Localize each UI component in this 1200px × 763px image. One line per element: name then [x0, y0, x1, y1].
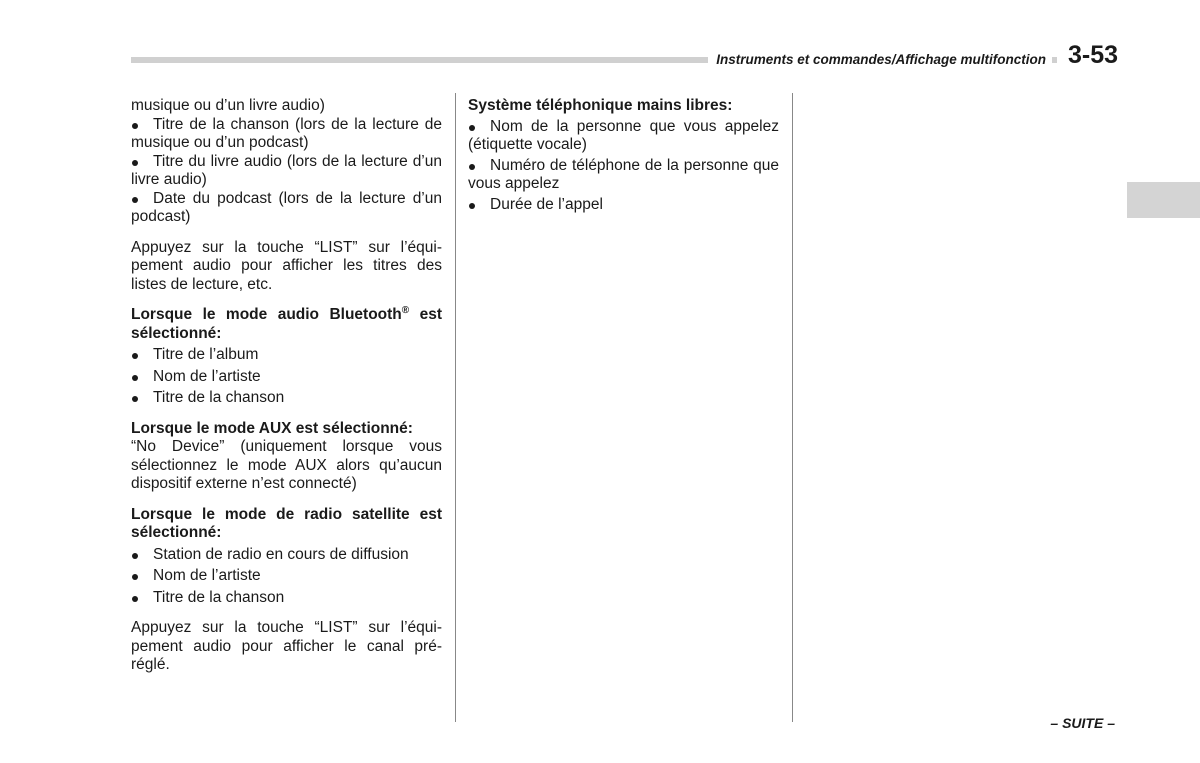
list-item: Nom de la personne que vous appelez (étiquette vocale) — [468, 117, 779, 153]
satellite-heading: Lorsque le mode de radio satellite est sélectionné: — [131, 505, 442, 541]
list-item: Titre de la chanson (lors de la lecture de musique ou d’un podcast) — [131, 115, 442, 151]
list-item: Station de radio en cours de diffusion — [131, 546, 442, 565]
middle-column — [468, 97, 779, 214]
list-item: Titre de la chanson — [131, 589, 442, 608]
paragraph: Appuyez sur la touche “LIST” sur l’équi- pement audio pour afficher les titres des listes de lecture, etc. — [131, 238, 442, 293]
column-divider-2 — [792, 93, 793, 722]
list-item: Titre du livre audio (lors de la lecture d’un livre audio) — [131, 152, 442, 188]
left-column — [131, 97, 442, 675]
aux-heading: Lorsque le mode AUX est sélectionné: — [131, 419, 413, 437]
list-item: Titre de la chanson — [131, 389, 442, 408]
section-title: Instruments et commandes/Affichage multifonction — [708, 51, 1052, 69]
list-item: Durée de l’appel — [468, 196, 779, 215]
list-item: Nom de l’artiste — [131, 567, 442, 586]
bluetooth-heading: Lorsque le mode audio Bluetooth® est sélectionné: — [131, 305, 442, 342]
list-item: Nom de l’artiste — [131, 368, 442, 387]
list-item: Titre de l’album — [131, 346, 442, 365]
phone-heading: Système téléphonique mains libres: — [468, 97, 733, 114]
list-item: Numéro de téléphone de la personne que vous appelez — [468, 156, 779, 192]
list-item: Date du podcast (lors de la lecture d’un podcast) — [131, 189, 442, 225]
chapter-tab — [1127, 182, 1200, 218]
continued-label: – SUITE – — [1050, 715, 1115, 731]
intro-text: musique ou d’un livre audio) — [131, 97, 325, 114]
page-number: 3-53 — [1068, 41, 1119, 69]
column-divider-1 — [455, 93, 456, 722]
aux-text: “No Device” (uniquement lorsque vous sélectionnez le mode AUX alors qu’aucun dispositif externe n’est connecté) — [131, 438, 442, 492]
paragraph: Appuyez sur la touche “LIST” sur l’équi- pement audio pour afficher le canal pré- réglé. — [131, 619, 442, 673]
